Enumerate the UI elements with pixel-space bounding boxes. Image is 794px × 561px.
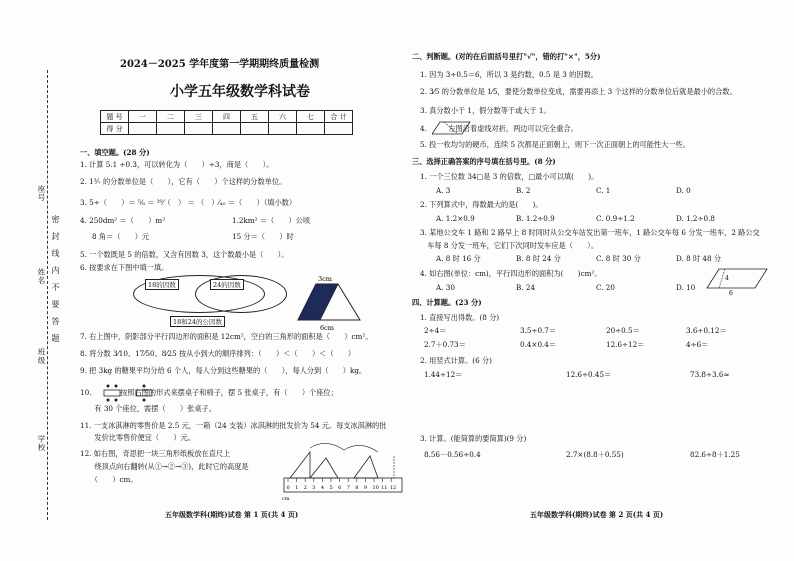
judge-5: 5. 投一枚均匀的硬币，连续 5 次都是正面朝上，则下一次正面朝上的可能性大一些。 [420, 140, 690, 149]
choice-2: 2. 下列算式中，得数最大的是( )。 [420, 200, 543, 209]
venn-label-18: 18的因数 [145, 279, 179, 290]
choice-1: 1. 一个三位数 34□是 3 的倍数，□最小可以填( )。 [420, 172, 599, 181]
calc-item: 2.7＋0.73＝ [424, 340, 466, 349]
calc-item: 2÷4＝ [424, 326, 447, 335]
question-12b: 绕顶点向右翻转(从①→②→③)，此时它的高度是 [80, 462, 249, 471]
score-points-cell: 得 分 [101, 123, 129, 135]
calc-item: 12.6÷12＝ [606, 340, 645, 349]
paper-title: 小学五年级数学科试卷 [170, 84, 310, 100]
question-11b: 发价比零售价便宜（ ）元。 [80, 433, 196, 442]
choice-option: B. 24 [516, 283, 535, 292]
vertical-calc-item: 12.6÷0.45＝ [566, 370, 612, 379]
choice-option: C. 1 [596, 186, 611, 195]
question-11a: 11. 一支冰淇淋的零售价是 2.5 元，一箱（24 支装）冰淇淋的批发价为 54 元。每支冰淇淋的批 [80, 421, 387, 430]
choice-option: B. 8 时 24 分 [516, 254, 561, 263]
question-3: 3. 5÷（ ）＝ ⁵⁄₈ ＝ ²⁰⁄（ ） ＝ （ ）⁄₄₀ ＝（ ）（填小数） [80, 198, 297, 207]
score-points-cell [269, 123, 297, 135]
score-points-cell [241, 123, 269, 135]
ruler-tick-label: 6 [338, 485, 342, 491]
school-label: 学校 [37, 435, 46, 452]
score-row-header [101, 111, 353, 123]
judge-1: 1. 因为 3÷0.5＝6，所以 3 是约数，0.5 是 3 的因数。 [420, 70, 598, 79]
question-9: 9. 把 3kg 的糖果平均分给 6 个人，每人分到这些糖果的（ ），每人分到（ ）kg。 [80, 366, 367, 375]
question-4b: 1.2km² ＝（ ）公顷 [232, 216, 311, 225]
venn-label-common: 18和24的公因数 [170, 316, 225, 327]
score-header-cell: 合 计 [325, 111, 353, 123]
score-points-cell [213, 123, 241, 135]
parallelogram-outline [707, 269, 767, 288]
ruler-tick-label: 5 [329, 485, 333, 491]
choice-option: B. 2 [516, 186, 531, 195]
triangle-1 [290, 452, 310, 478]
ruler-tick-label: 2 [303, 485, 307, 491]
simplify-item: 8.56－0.56÷0.4 [424, 450, 481, 459]
choice-option: A. 3 [436, 186, 451, 195]
seal-text: 密封线内不要答题 [51, 215, 60, 351]
choice-4: 4. 如右图(单位：cm)，平行四边形的面积为( )cm²。 [420, 269, 602, 278]
ruler-triangle-figure [282, 438, 406, 502]
score-header-cell: 七 [297, 111, 325, 123]
choice-option: A. 8 时 16 分 [436, 254, 481, 263]
ruler-tick-label: 8 [355, 485, 359, 491]
score-header-cell: 六 [269, 111, 297, 123]
ruler-tick-label: 1 [295, 485, 299, 491]
score-points-cell [325, 123, 353, 135]
choice-option: B. 1.2÷0.9 [516, 214, 555, 223]
choice-option: D. 0 [676, 186, 691, 195]
footer-page-1: 五年级数学科(期终)试卷 第 1 页(共 4 页) [165, 510, 299, 519]
question-4a: 4. 250dm² ＝（ ）m² [80, 216, 166, 225]
ruler-tick-label: 0 [286, 485, 290, 491]
bottom-length: 6cm [320, 324, 334, 332]
score-header-cell: 五 [241, 111, 269, 123]
trapezoid-figure [294, 272, 364, 332]
ruler-tick-label: 11 [381, 485, 388, 491]
calc-item: 3.6÷0.12＝ [686, 326, 727, 335]
score-header-cell: 二 [157, 111, 185, 123]
ruler-tick-label: 12 [389, 485, 397, 491]
vertical-calc-item: 1.44÷12＝ [424, 370, 463, 379]
score-header-cell: 四 [213, 111, 241, 123]
score-header-cell: 三 [185, 111, 213, 123]
section-true-false: 二、判断题。(对的在后面括号里打"√"，错的打"×"，5分) [412, 52, 601, 61]
parallelogram-figure [705, 266, 771, 296]
choice-option: C. 0.9÷1.2 [596, 214, 635, 223]
judge-3: 3. 真分数小于 1，假分数等于或大于 1。 [420, 106, 551, 115]
score-table [100, 110, 353, 135]
parallelogram-fold-icon [432, 120, 472, 136]
shaded-parallelogram [298, 284, 338, 320]
seat-label: 座号 [37, 185, 46, 202]
question-4d: 15 分＝（ ）时 [232, 232, 294, 241]
section-fill-blank: 一、填空题。(28 分) [80, 148, 150, 157]
choice-3a: 3. 某地公交车 1 路和 2 路早上 8 时同时从公交车站发出第一班车，1 路公交车每 6 分发一班车，2 路公交 [420, 228, 760, 237]
rotation-arrow-2 [344, 445, 378, 452]
footer-page-2: 五年级数学科(期终)试卷 第 2 页(共 4 页) [530, 510, 664, 519]
question-1: 1. 计算 5.1 ÷0.3，可以转化为（ ）÷3，商是（ ）。 [80, 160, 274, 169]
question-6: 6. 按要求在下图中填一填。 [80, 263, 169, 272]
calc-part-2: 2. 用竖式计算。(6 分) [420, 356, 492, 365]
binding-margin [0, 0, 60, 561]
section-choice: 三、选择正确答案的序号填在括号里。(8 分) [412, 157, 556, 166]
choice-option: A. 30 [436, 283, 455, 292]
score-header-cell: 题 号 [101, 111, 129, 123]
question-4c: 8 角＝（ ）元 [92, 232, 150, 241]
choice-option: A. 1.2×0.9 [436, 214, 475, 223]
question-8: 8. 将分数 3⁄10、17⁄50、8⁄25 按从小到大的顺序排列：（ ）＜（ ）＜（ ） [80, 349, 356, 358]
choice-option: C. 20 [596, 283, 615, 292]
question-5: 5. 一个数既是 5 的倍数，又含有因数 3，这个数最小是（ ）。 [80, 250, 289, 259]
calc-part-3: 3. 计算。(能简算的要简算)(9 分) [420, 434, 527, 443]
calc-item: 0.4×0.4＝ [520, 340, 557, 349]
score-points-cell [185, 123, 213, 135]
score-points-cell [297, 123, 325, 135]
choice-option: D. 1.2÷0.8 [676, 214, 715, 223]
vertical-calc-item: 73.8÷3.6≈ [690, 370, 730, 379]
question-10b: 有 30 个座位，需摆（ ）张桌子。 [80, 404, 216, 413]
judge-4: 4. 左图沿着虚线对折，两边可以完全重合。 [420, 124, 578, 133]
choice-option: D. 8 时 48 分 [676, 254, 722, 263]
question-7: 7. 右上图中，阴影部分平行四边形的面积是 12cm²，空白的三角形的面积是（ ）cm²。 [80, 332, 373, 341]
calc-part-1: 1. 直接写出得数。(8 分) [420, 313, 500, 322]
parallelogram-base: 6 [729, 290, 733, 296]
ruler-tick-label: 9 [363, 485, 368, 491]
ruler-tick-label: 7 [346, 485, 350, 491]
simplify-item: 2.7×(8.8＋0.55) [566, 450, 624, 459]
simplify-item: 82.6÷8＋1.25 [690, 450, 740, 459]
table-chair-icon [100, 383, 156, 403]
choice-option: C. 8 时 30 分 [596, 254, 641, 263]
seal-dash-line [47, 70, 48, 520]
score-header-cell: 一 [129, 111, 157, 123]
choice-option: D. 10 [676, 283, 696, 292]
calc-item: 20÷0.5＝ [606, 326, 640, 335]
parallelogram-h: 4 [725, 275, 729, 282]
section-calc: 四、计算题。(23 分) [412, 298, 482, 307]
score-points-cell [157, 123, 185, 135]
ruler-tick-label: 10 [372, 485, 379, 491]
calc-item: 4÷6＝ [686, 340, 709, 349]
exam-title: 2024－2025 学年度第一学期期终质量检测 [120, 59, 320, 70]
ruler-tick-label: 3 [312, 485, 316, 491]
venn-label-24: 24的因数 [210, 279, 244, 290]
question-10a: 10. 按照右图的形式来摆桌子和椅子，摆 5 张桌子，有（ ）个座位； [80, 388, 338, 397]
score-points-cell [129, 123, 157, 135]
class-label: 班级 [37, 348, 46, 365]
triangle-2 [310, 458, 338, 478]
rotation-arrow-1 [310, 443, 344, 450]
ruler-unit: cm [282, 496, 290, 502]
question-12a: 12. 如右图，奇思把一块三角形纸板放在直尺上 [80, 449, 231, 458]
ruler-tick-label: 4 [320, 485, 325, 491]
calc-item: 3.5÷0.7＝ [520, 326, 557, 335]
question-12c: （ ）cm。 [80, 475, 138, 484]
name-label: 姓名 [37, 268, 46, 285]
score-row-points [101, 123, 353, 135]
triangle-3 [354, 456, 378, 478]
top-length: 3cm [318, 275, 332, 283]
choice-3b: 车每 8 分发一班车，它们下次同时发车应是（ ）。 [420, 241, 599, 250]
question-2: 2. 1³⁄₇ 的分数单位是（ ），它有（ ）个这样的分数单位。 [80, 177, 287, 186]
judge-2: 2. 3⁄5 的分数单位是 1⁄5，要使分数单位变成，需要再添上 3 个这样的分数单位后就是最小的合数。 [420, 87, 737, 96]
